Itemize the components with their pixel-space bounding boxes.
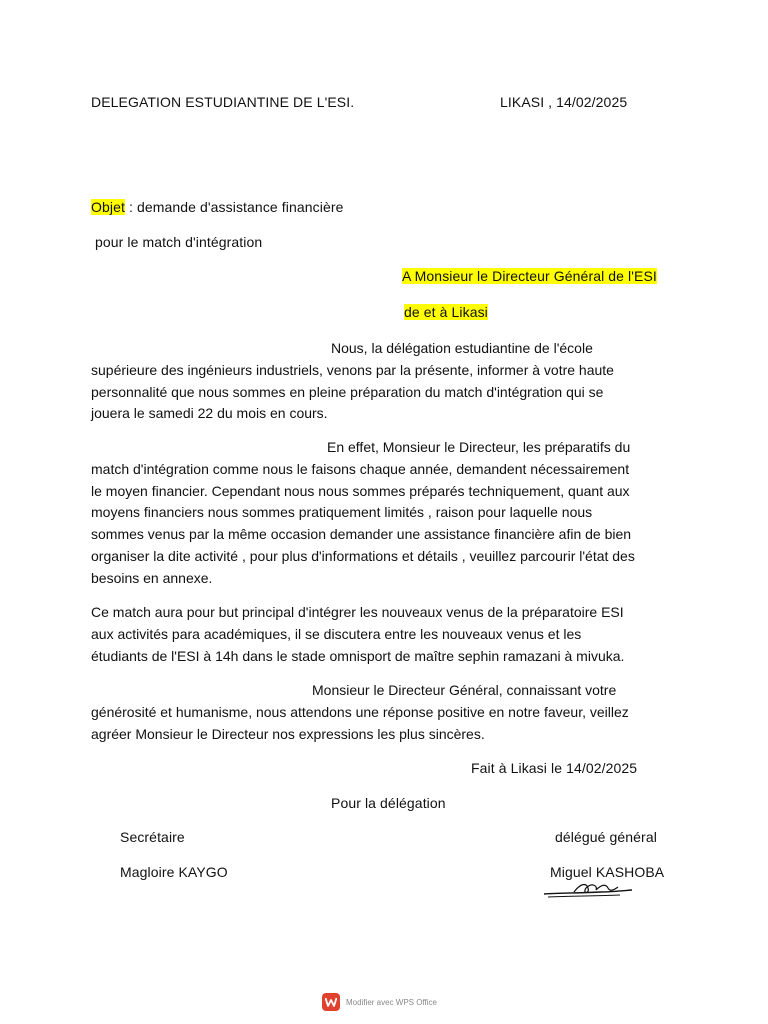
- paragraph-3: [91, 602, 691, 667]
- secretary-name: Magloire KAYGO: [120, 864, 228, 880]
- sender-header: DELEGATION ESTUDIANTINE DE L'ESI.: [91, 94, 355, 110]
- paragraph-line: sommes venus par la même occasion demander une assistance financière afin de bien: [91, 526, 632, 543]
- recipient-line-2: de et à Likasi: [404, 304, 488, 320]
- paragraph-line: besoins en annexe.: [91, 569, 213, 586]
- for-delegation: Pour la délégation: [331, 795, 446, 811]
- paragraph-line: Nous, la délégation estudiantine de l'école: [331, 340, 593, 356]
- place-date: LIKASI , 14/02/2025: [500, 94, 628, 110]
- done-at-line: Fait à Likasi le 14/02/2025: [471, 760, 638, 776]
- object-text: : demande d'assistance financière: [124, 199, 344, 215]
- paragraph-line: étudiants de l'ESI à 14h dans le stade omnisport de maître sephin ramazani à mivuka.: [91, 647, 625, 664]
- paragraph-line: aux activités para académiques, il se discutera entre les nouveaux venus et les: [91, 625, 582, 642]
- paragraph-line: Monsieur le Directeur Général, connaissant votre: [312, 682, 617, 698]
- paragraph-line: Ce match aura pour but principal d'intégrer les nouveaux venus de la préparatoire ESI: [91, 604, 624, 620]
- delegate-role: délégué général: [555, 829, 657, 845]
- object-line-2: pour le match d'intégration: [95, 234, 263, 250]
- paragraph-line: organiser la dite activité , pour plus d'informations et détails , veuillez parcourir l'état des: [91, 547, 635, 564]
- paragraph-line: match d'intégration comme nous le faisons chaque année, demandent nécessairement: [91, 460, 630, 477]
- paragraph-line: personnalité que nous sommes en pleine préparation du match d'intégration qui se: [91, 383, 604, 400]
- recipient-line-1: A Monsieur le Directeur Général de l'ESI: [402, 268, 657, 284]
- wps-logo-icon: [322, 993, 340, 1011]
- paragraph-2: [91, 437, 691, 590]
- paragraph-line: moyens financiers nous sommes pratiquement limités , raison pour laquelle nous: [91, 504, 593, 521]
- paragraph-line: En effet, Monsieur le Directeur, les préparatifs du: [327, 439, 631, 455]
- paragraph-line: générosité et humanisme, nous attendons une réponse positive en notre faveur, veillez: [91, 703, 629, 720]
- paragraph-line: supérieure des ingénieurs industriels, venons par la présente, informer à votre haute: [91, 361, 614, 378]
- handwritten-signature: [540, 878, 640, 902]
- wps-footer: [322, 993, 437, 1011]
- delegate-name: Miguel KASHOBA: [550, 864, 665, 880]
- paragraph-line: agréer Monsieur le Directeur nos expressions les plus sincères.: [91, 725, 485, 742]
- paragraph-line: jouera le samedi 22 du mois en cours.: [91, 405, 328, 422]
- secretary-role: Secrétaire: [120, 829, 185, 845]
- object-label: Objet: [91, 199, 125, 215]
- paragraph-4: [91, 680, 691, 745]
- object-line: [91, 199, 344, 215]
- paragraph-line: le moyen financier. Cependant nous nous sommes préparés techniquement, quant aux: [91, 482, 630, 499]
- footer-text: Modifier avec WPS Office: [346, 997, 437, 1007]
- paragraph-1: [91, 338, 691, 425]
